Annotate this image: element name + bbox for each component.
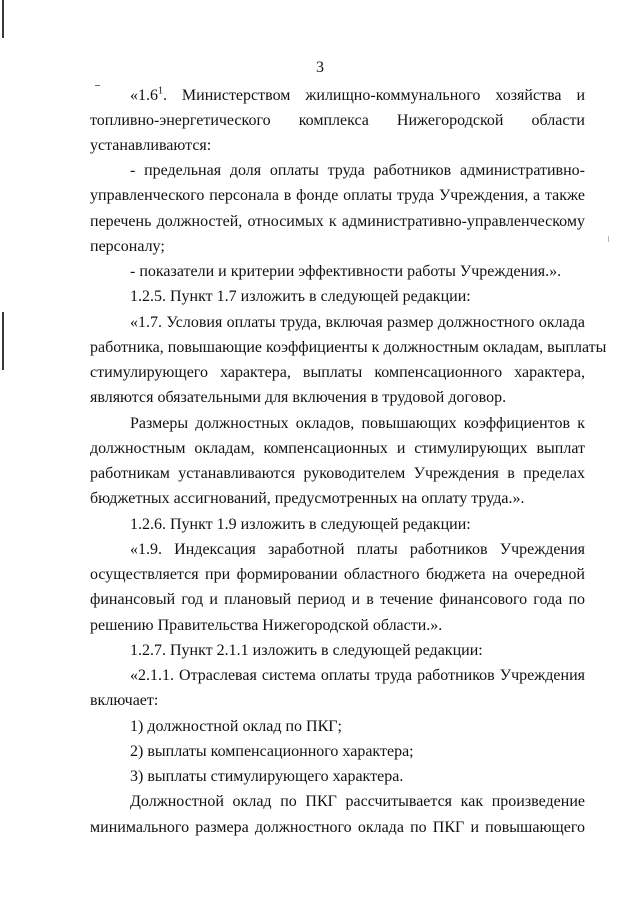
- paragraph-line: работникам устанавливаются руководителем Учреждения в пределах: [90, 465, 585, 482]
- list-item: 3) выплаты стимулирующего характера.: [130, 768, 404, 785]
- scan-speck: [95, 85, 100, 86]
- paragraph-line: «2.1.1. Отраслевая система оплаты труда работников Учреждения: [130, 667, 585, 684]
- paragraph-line: решению Правительства Нижегородской области.».: [90, 617, 443, 634]
- paragraph-line: топливно-энергетического комплекса Нижегородской области: [90, 112, 585, 129]
- paragraph-line: «1.9. Индексация заработной платы работников Учреждения: [130, 541, 585, 558]
- section-heading-line: 1.2.5. Пункт 1.7 изложить в следующей редакции:: [130, 288, 471, 305]
- superscript: 1: [158, 85, 163, 97]
- paragraph-line: «1.7. Условия оплаты труда, включая размер должностного оклада: [130, 314, 585, 331]
- text-run: «$1.6^1$. Министерством жилищно-коммунального хозяйства и: [130, 85, 585, 104]
- list-item: 2) выплаты компенсационного характера;: [130, 743, 414, 760]
- paragraph-line: управленческого персонала в фонде оплаты труда Учреждения, а также: [90, 187, 585, 204]
- scan-speck: [608, 236, 609, 242]
- paragraph-line: Должностной оклад по ПКГ рассчитывается как произведение: [130, 793, 585, 810]
- paragraph-line: работника, повышающие коэффициенты к должностным окладам, выплаты: [90, 339, 607, 356]
- paragraph-line: должностным окладам, компенсационных и стимулирующих выплат: [90, 440, 585, 457]
- paragraph-line: стимулирующего характера, выплаты компенсационного характера,: [90, 364, 585, 381]
- paragraph-line: - предельная доля оплаты труда работников административно-: [130, 162, 585, 179]
- paragraph-line: включает:: [90, 692, 159, 709]
- page-number: 3: [316, 59, 324, 76]
- scan-edge-mark: [2, 0, 4, 38]
- paragraph-line: осуществляется при формировании областного бюджета на очередной: [90, 566, 585, 583]
- section-heading-line: 1.2.7. Пункт 2.1.1 изложить в следующей редакции:: [130, 642, 483, 659]
- section-heading-line: 1.2.6. Пункт 1.9 изложить в следующей редакции:: [130, 516, 471, 533]
- paragraph-line: устанавливаются:: [90, 137, 212, 154]
- list-item: 1) должностной оклад по ПКГ;: [130, 718, 342, 735]
- paragraph-line: минимального размера должностного оклада по ПКГ и повышающего: [90, 819, 585, 836]
- paragraph-line: - показатели и критерии эффективности работы Учреждения.».: [130, 263, 562, 280]
- paragraph-line: бюджетных ассигнований, предусмотренных на оплату труда.».: [90, 490, 525, 507]
- paragraph-line: [130, 86, 585, 106]
- paragraph-line: финансовый год и плановый период и в течение финансового года по: [90, 591, 585, 608]
- paragraph-line: персоналу;: [90, 238, 165, 255]
- scan-edge-mark: [2, 312, 4, 370]
- paragraph-line: Размеры должностных окладов, повышающих коэффициентов к: [130, 415, 585, 432]
- paragraph-line: являются обязательными для включения в трудовой договор.: [90, 389, 507, 406]
- paragraph-line: перечень должностей, относимых к административно-управленческому: [90, 213, 585, 230]
